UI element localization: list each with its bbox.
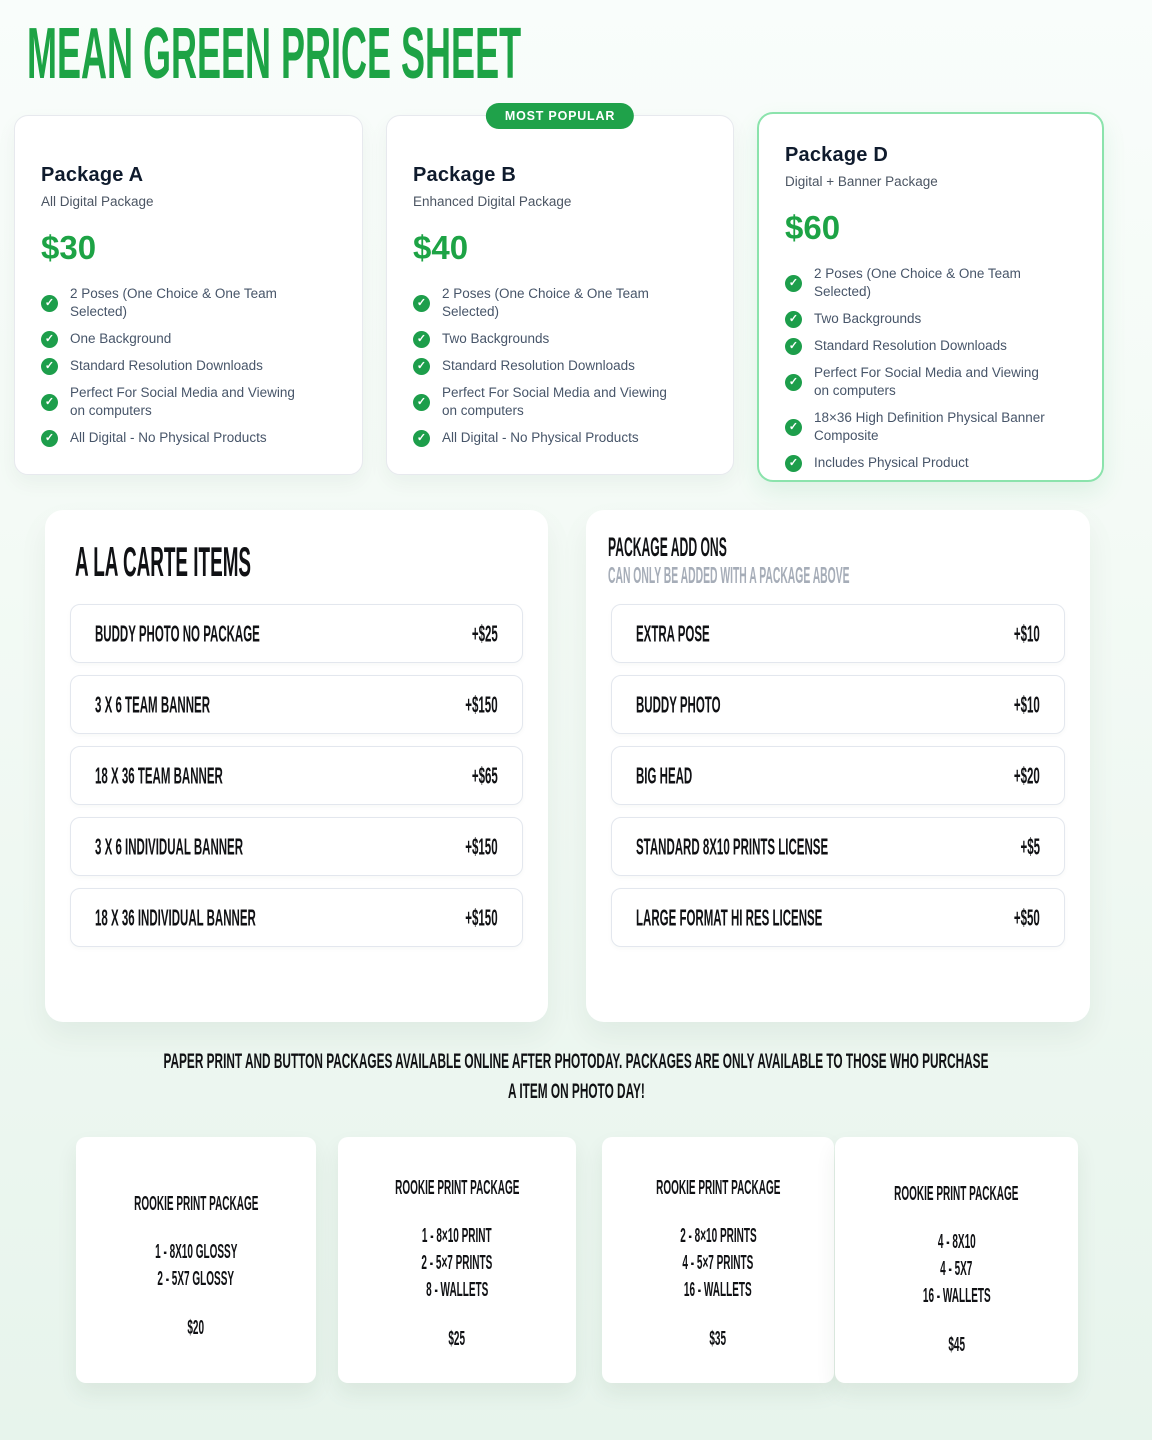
- item-label: LARGE FORMAT HI RES LICENSE: [636, 904, 823, 930]
- package-price: $60: [785, 209, 841, 246]
- item-price: +$10: [1014, 620, 1040, 646]
- check-circle-icon: ✓: [41, 331, 58, 348]
- print-package-price: $20: [187, 1316, 205, 1339]
- package-card-b: [386, 109, 734, 475]
- package-subtitle: Digital + Banner Package: [785, 174, 938, 189]
- print-package-title: ROOKIE PRINT PACKAGE: [394, 1176, 520, 1199]
- check-circle-icon: ✓: [785, 311, 802, 328]
- package-subtitle: Enhanced Digital Package: [413, 194, 572, 209]
- feature-item: [785, 265, 1076, 301]
- check-circle-icon: ✓: [785, 455, 802, 472]
- print-package-line: 8 - WALLETS: [425, 1279, 489, 1301]
- item-price: +$10: [1014, 691, 1040, 717]
- most-popular-badge: MOST POPULAR: [486, 103, 634, 129]
- feature-text: Perfect For Social Media and Viewing on computers: [442, 385, 667, 418]
- a-la-carte-title: A LA CARTE ITEMS: [75, 538, 252, 585]
- print-package-price: $35: [709, 1327, 727, 1350]
- package-feature-list: [785, 265, 1076, 472]
- disclaimer-line: A ITEM ON PHOTO DAY!: [507, 1078, 645, 1103]
- feature-item: [785, 337, 1076, 355]
- feature-item: [785, 310, 1076, 328]
- item-label: 3 X 6 INDIVIDUAL BANNER: [95, 833, 244, 859]
- check-circle-icon: ✓: [41, 394, 58, 411]
- feature-text: All Digital - No Physical Products: [70, 430, 267, 445]
- item-label: BUDDY PHOTO: [636, 691, 721, 717]
- item-label: 18 X 36 TEAM BANNER: [95, 762, 223, 788]
- check-circle-icon: ✓: [41, 295, 58, 312]
- check-circle-icon: ✓: [413, 295, 430, 312]
- a-la-carte-item-row: [70, 888, 523, 947]
- feature-item: [413, 330, 707, 348]
- check-circle-icon: ✓: [41, 358, 58, 375]
- a-la-carte-item-row: [70, 746, 523, 805]
- check-circle-icon: ✓: [413, 394, 430, 411]
- package-name: Package A: [41, 164, 144, 186]
- a-la-carte-item-row: [70, 675, 523, 734]
- check-circle-icon: ✓: [413, 358, 430, 375]
- feature-item: [41, 330, 336, 348]
- page-title: MEAN GREEN PRICE SHEET: [27, 14, 522, 94]
- feature-item: [413, 285, 707, 321]
- check-circle-icon: ✓: [785, 374, 802, 391]
- item-price: +$150: [465, 904, 498, 930]
- check-circle-icon: ✓: [785, 338, 802, 355]
- feature-item: [413, 429, 707, 447]
- print-package-line: 4 - 5×7 PRINTS: [682, 1252, 754, 1274]
- print-package-title: ROOKIE PRINT PACKAGE: [655, 1176, 781, 1199]
- feature-text: 2 Poses (One Choice & One Team Selected): [814, 266, 1021, 299]
- print-package-line: 4 - 5X7: [940, 1258, 973, 1280]
- item-price: +$150: [465, 833, 498, 859]
- check-circle-icon: ✓: [413, 430, 430, 447]
- feature-text: One Background: [70, 331, 172, 346]
- rookie-print-package-card: [338, 1137, 576, 1383]
- print-package-title: ROOKIE PRINT PACKAGE: [894, 1182, 1019, 1205]
- item-price: +$65: [472, 762, 498, 788]
- feature-item: [41, 384, 336, 420]
- package-feature-list: [413, 285, 707, 447]
- feature-text: Includes Physical Product: [814, 455, 969, 470]
- print-package-line: 1 - 8X10 GLOSSY: [154, 1241, 238, 1263]
- feature-text: All Digital - No Physical Products: [442, 430, 639, 445]
- check-circle-icon: ✓: [413, 331, 430, 348]
- item-price: +$25: [472, 620, 498, 646]
- feature-text: Perfect For Social Media and Viewing on computers: [70, 385, 295, 418]
- feature-text: Standard Resolution Downloads: [70, 358, 263, 373]
- print-package-line: 4 - 8X10: [937, 1231, 976, 1253]
- feature-item: [413, 384, 707, 420]
- add-on-item-row: [611, 675, 1065, 734]
- check-circle-icon: ✓: [785, 419, 802, 436]
- feature-item: [413, 357, 707, 375]
- add-on-item-row: [611, 604, 1065, 663]
- package-price: $40: [413, 229, 469, 266]
- package-price: $30: [41, 229, 97, 266]
- package-add-ons-panel: [586, 510, 1090, 1022]
- package-name: Package B: [413, 164, 516, 186]
- print-package-line: 2 - 8×10 PRINTS: [679, 1225, 757, 1247]
- feature-item: [785, 409, 1076, 445]
- item-price: +$20: [1014, 762, 1040, 788]
- feature-item: [785, 364, 1076, 400]
- item-price: +$50: [1014, 904, 1040, 930]
- print-package-line: 1 - 8×10 PRINT: [422, 1225, 492, 1247]
- item-price: +$150: [465, 691, 498, 717]
- item-label: STANDARD 8X10 PRINTS LICENSE: [636, 833, 829, 859]
- item-label: BUDDY PHOTO NO PACKAGE: [95, 620, 260, 646]
- item-label: 3 X 6 TEAM BANNER: [95, 691, 211, 717]
- print-package-price: $45: [948, 1333, 965, 1356]
- rookie-print-package-card: [835, 1137, 1078, 1383]
- a-la-carte-panel: [45, 510, 548, 1022]
- feature-text: Standard Resolution Downloads: [442, 358, 635, 373]
- disclaimer-line: PAPER PRINT AND BUTTON PACKAGES AVAILABLE ONLINE AFTER PHOTODAY. PACKAGES ARE ONLY AVAILABLE TO THOSE WHO PURCHASE: [163, 1048, 989, 1073]
- check-circle-icon: ✓: [785, 275, 802, 292]
- feature-item: [41, 357, 336, 375]
- item-label: EXTRA POSE: [636, 620, 710, 646]
- a-la-carte-list: [70, 604, 523, 947]
- add-on-item-row: [611, 817, 1065, 876]
- feature-text: Perfect For Social Media and Viewing on computers: [814, 365, 1039, 398]
- print-package-line: 2 - 5X7 GLOSSY: [157, 1268, 235, 1290]
- disclaimer: [0, 1046, 1152, 1106]
- add-on-item-row: [611, 746, 1065, 805]
- feature-text: Two Backgrounds: [442, 331, 550, 346]
- feature-text: Standard Resolution Downloads: [814, 338, 1007, 353]
- feature-item: [41, 285, 336, 321]
- add-on-item-row: [611, 888, 1065, 947]
- feature-item: [785, 454, 1076, 472]
- a-la-carte-item-row: [70, 817, 523, 876]
- package-feature-list: [41, 285, 336, 447]
- item-price: +$5: [1020, 833, 1040, 859]
- a-la-carte-item-row: [70, 604, 523, 663]
- add-ons-list: [611, 604, 1065, 947]
- package-card-a: [14, 115, 363, 475]
- feature-text: Two Backgrounds: [814, 311, 922, 326]
- print-package-title: ROOKIE PRINT PACKAGE: [133, 1192, 259, 1215]
- add-ons-header: [608, 532, 1068, 588]
- print-package-line: 16 - WALLETS: [922, 1285, 991, 1307]
- feature-item: [41, 429, 336, 447]
- print-package-price: $25: [448, 1327, 466, 1350]
- rookie-print-package-card: [602, 1137, 834, 1383]
- item-label: BIG HEAD: [636, 762, 693, 788]
- add-ons-subtitle: CAN ONLY BE ADDED WITH A PACKAGE ABOVE: [608, 562, 850, 588]
- add-ons-title: PACKAGE ADD ONS: [608, 532, 727, 562]
- feature-text: 2 Poses (One Choice & One Team Selected): [442, 286, 649, 319]
- package-subtitle: All Digital Package: [41, 194, 154, 209]
- print-package-line: 16 - WALLETS: [684, 1279, 752, 1301]
- package-name: Package D: [785, 144, 888, 166]
- feature-text: 2 Poses (One Choice & One Team Selected): [70, 286, 277, 319]
- item-label: 18 X 36 INDIVIDUAL BANNER: [95, 904, 256, 930]
- check-circle-icon: ✓: [41, 430, 58, 447]
- package-card-d: [757, 112, 1104, 482]
- rookie-print-package-card: [76, 1137, 316, 1383]
- print-package-line: 2 - 5×7 PRINTS: [421, 1252, 493, 1274]
- feature-text: 18×36 High Definition Physical Banner Composite: [814, 410, 1045, 443]
